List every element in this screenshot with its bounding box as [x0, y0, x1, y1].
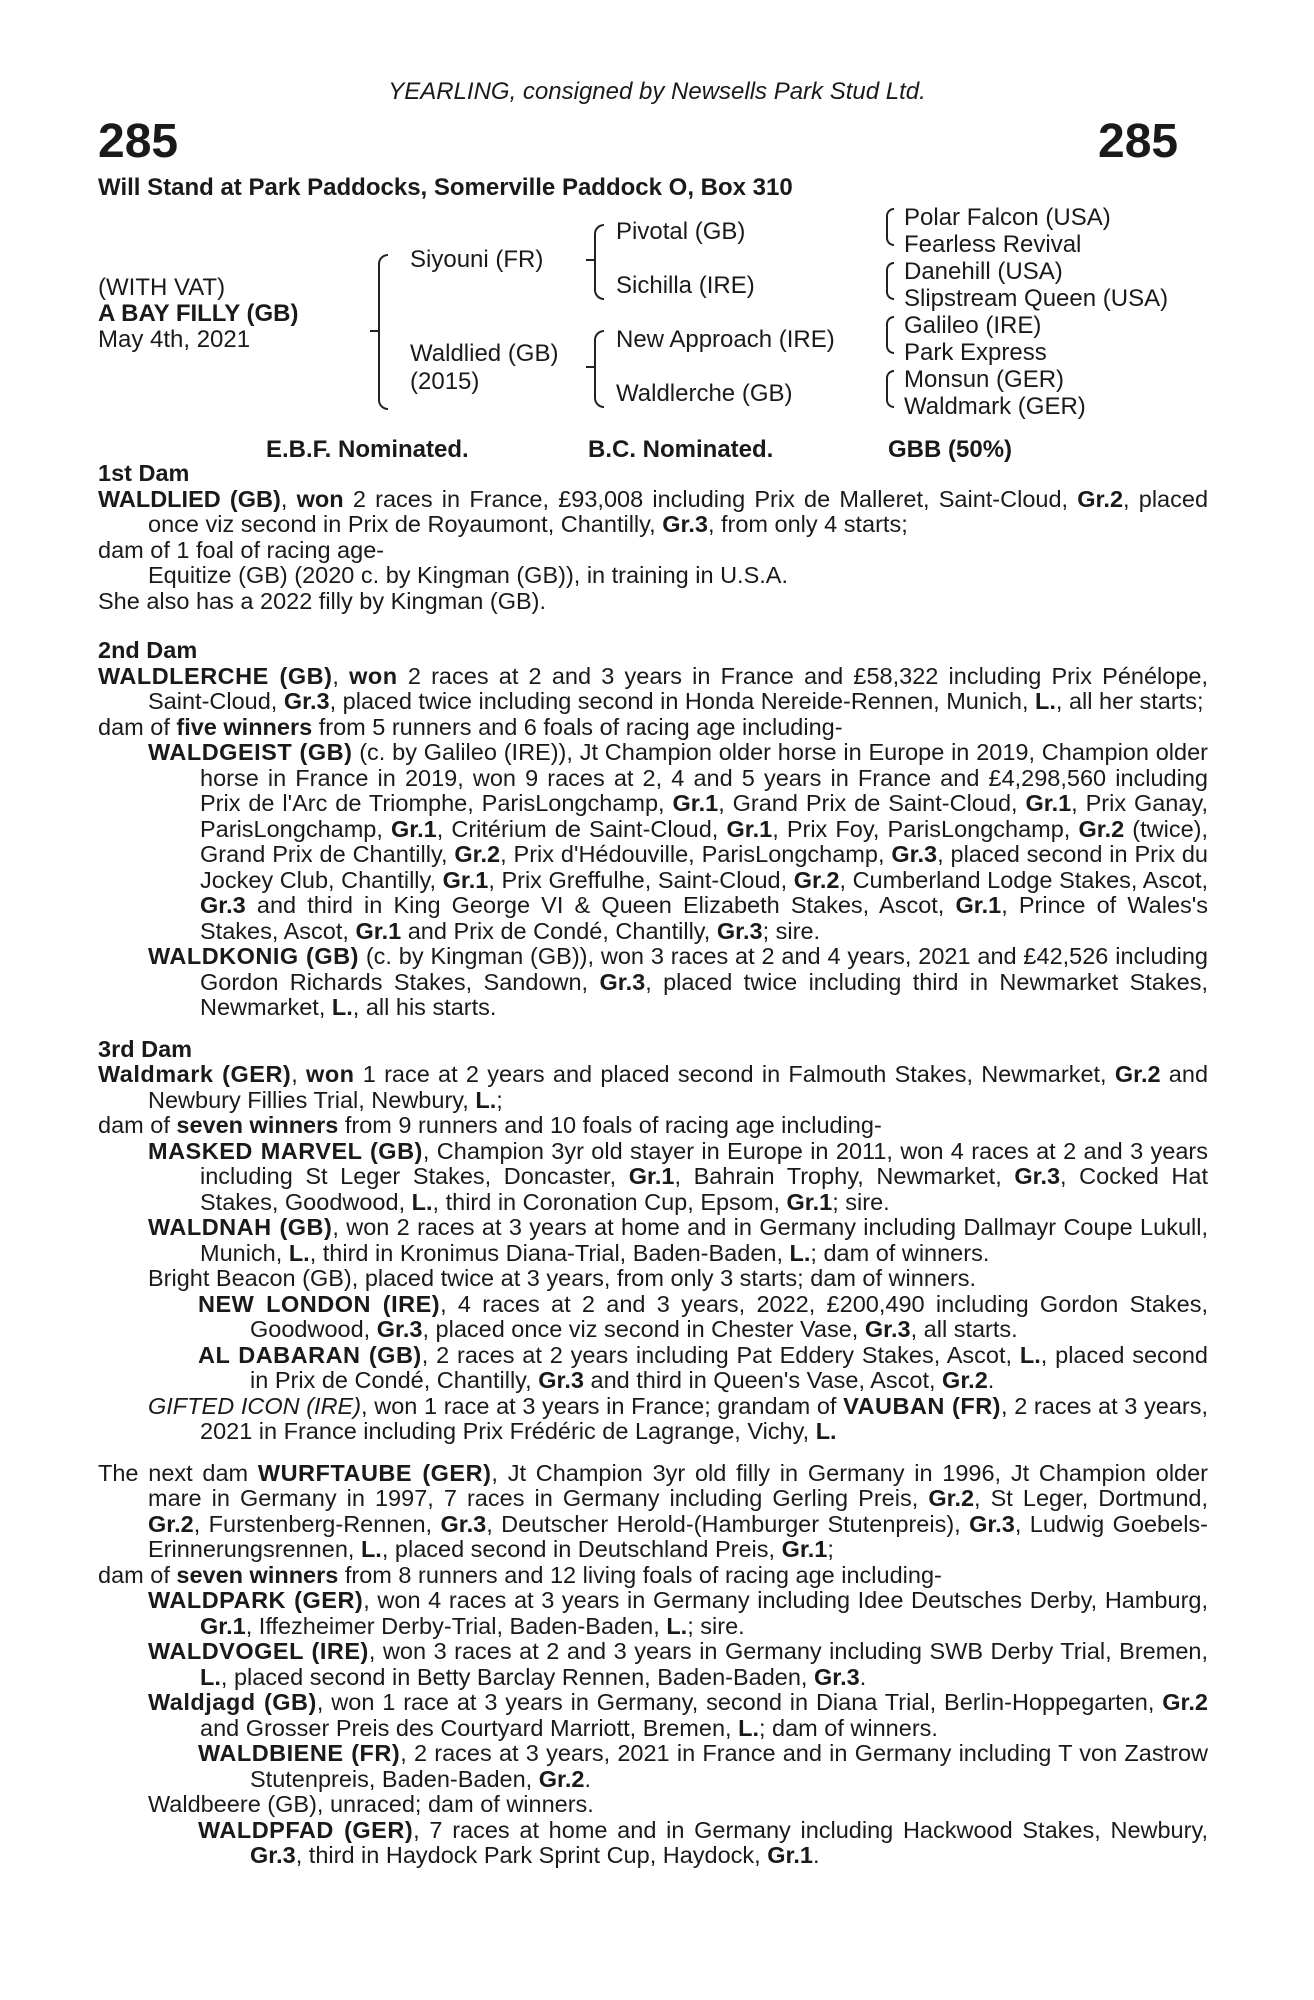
brace-dd: [886, 370, 894, 408]
brace-gen1-tick: [370, 330, 378, 332]
foaling-date: May 4th, 2021: [98, 326, 251, 353]
consignor-line: YEARLING, consigned by Newsells Park Stud Ltd.: [388, 78, 926, 105]
dam1-heading: 1st Dam: [98, 460, 190, 486]
next-dam-progeny-waldjagd: Waldjagd (GB), won 1 race at 3 years in Germany, second in Diana Trial, Berlin-Hoppegarten, Gr.2 and Grosser Preis des Courtyard Marriott, Bremen, L.; dam of winners.: [148, 1689, 1208, 1741]
dam-dam: Waldlerche (GB): [616, 380, 793, 407]
next-dam-progeny-waldvogel: WALDVOGEL (IRE), won 3 races at 2 and 3 years in Germany including SWB Derby Trial, Bremen, L., placed second in Betty Barclay Rennen, Baden-Baden, Gr.3.: [148, 1638, 1208, 1690]
next-dam-grandprogeny-waldbiene: WALDBIENE (FR), 2 races at 3 years, 2021 in France and in Germany including T von Zastrow Stutenpreis, Baden-Baden, Gr.2.: [198, 1740, 1208, 1792]
next-dam-record: The next dam WURFTAUBE (GER), Jt Champion 3yr old filly in Germany in 1996, Jt Champion older mare in Germany in 1997, 7 races in Germany including Gerling Preis, Gr.2, St Leger, Dortmund, Gr.2, Furstenberg-Rennen, Gr.3, Deutscher Herold-(Hamburger Stutenpreis), Gr.3, Ludwig Goebels-Erinnerungsrennen, L., placed second in Deutschland Preis, Gr.1;: [98, 1459, 1208, 1562]
brace-ds: [886, 316, 894, 354]
dam3-grandprogeny-gifted-icon: GIFTED ICON (IRE), won 1 race at 3 years in France; grandam of VAUBAN (FR), 2 races at 3 years, 2021 in France including Prix Frédéric de Lagrange, Vichy, L.: [148, 1392, 1209, 1444]
dam: Waldlied (GB): [410, 340, 559, 367]
next-dam-damof: dam of seven winners from 8 runners and 12 living foals of racing age including-: [98, 1561, 942, 1588]
dam2-progeny-waldgeist: WALDGEIST (GB) (c. by Galileo (IRE)), Jt Champion older horse in Europe in 2019, Champion older horse in France in 2019, won 9 races at 2, 4 and 5 years in France and £4,298,560 including Prix de l'Arc de Triomphe, ParisLongchamp, Gr.1, Grand Prix de Saint-Cloud, Gr.1, Prix Ganay, ParisLongchamp, Gr.1, Critérium de Saint-Cloud, Gr.1, Prix Foy, ParisLongchamp, Gr.2 (twice), Grand Prix de Chantilly, Gr.2, Prix d'Hédouville, ParisLongchamp, Gr.3, placed second in Prix du Jockey Club, Chantilly, Gr.1, Prix Greffulhe, Saint-Cloud, Gr.2, Cumberland Lodge Stakes, Ascot, Gr.3 and third in King George VI & Queen Elizabeth Stakes, Ascot, Gr.1, Prince of Wales's Stakes, Ascot, Gr.1 and Prix de Condé, Chantilly, Gr.3; sire.: [148, 739, 1209, 944]
dam3-damof: dam of seven winners from 9 runners and 10 foals of racing age including-: [98, 1112, 882, 1138]
vat-note: (WITH VAT): [98, 274, 226, 301]
catalogue-body: [98, 461, 1208, 1869]
next-dam-progeny-waldpark: WALDPARK (GER), won 4 races at 3 years in Germany including Idee Deutsches Derby, Hamburg, Gr.1, Iffezheimer Derby-Trial, Baden-Baden, L.; sire.: [148, 1587, 1208, 1639]
gbb-note: GBB (50%): [888, 436, 1013, 463]
sire-dam: Sichilla (IRE): [616, 272, 755, 299]
brace-sd: [886, 262, 894, 300]
dam3-progeny-bright-beacon: Bright Beacon (GB), placed twice at 3 years, from only 3 starts; dam of winners.: [148, 1265, 977, 1291]
lot-number-right: 285: [1098, 115, 1179, 168]
ds-dam: Park Express: [904, 339, 1047, 366]
dam-sire: New Approach (IRE): [616, 326, 835, 353]
dam1-record: WALDLIED (GB), won 2 races in France, £93,008 including Prix de Malleret, Saint-Cloud, Gr.2, placed once viz second in Prix de Royaumont, Chantilly, Gr.3, from only 4 starts;: [98, 485, 1209, 537]
sire: Siyouni (FR): [410, 246, 544, 273]
dam3-name: Waldmark (GER): [98, 1061, 292, 1087]
dam1-name: WALDLIED (GB): [98, 485, 281, 512]
ds-sire: Galileo (IRE): [904, 312, 1042, 339]
dam1-foal: Equitize (GB) (2020 c. by Kingman (GB)), in training in U.S.A.: [148, 562, 788, 588]
dd-dam: Waldmark (GER): [904, 393, 1086, 420]
brace-ss: [886, 208, 894, 246]
dam2-progeny-waldkonig: WALDKONIG (GB) (c. by Kingman (GB)), won 3 races at 2 and 4 years, 2021 and £42,526 including Gordon Richards Stakes, Sandown, Gr.3, placed twice including third in Newmarket Stakes, Newmarket, L., all his starts.: [148, 943, 1208, 1020]
horse-name: A BAY FILLY (GB): [98, 300, 299, 327]
brace-dam: [594, 330, 604, 408]
dam3-progeny-masked-marvel: MASKED MARVEL (GB), Champion 3yr old stayer in Europe in 2011, won 4 races at 2 and 3 years including St Leger Stakes, Doncaster, Gr.1, Bahrain Trophy, Newmarket, Gr.3, Cocked Hat Stakes, Goodwood, L., third in Coronation Cup, Epsom, Gr.1; sire.: [148, 1137, 1209, 1215]
dam2-record: WALDLERCHE (GB), won 2 races at 2 and 3 years in France and £58,322 including Prix Pénélope, Saint-Cloud, Gr.3, placed twice including second in Honda Nereide-Rennen, Munich, L., all her starts;: [98, 662, 1209, 714]
dam3-grandprogeny-new-london: NEW LONDON (IRE), 4 races at 2 and 3 years, 2022, £200,490 including Gordon Stakes, Goodwood, Gr.3, placed once viz second in Chester Vase, Gr.3, all starts.: [198, 1290, 1208, 1342]
ss-dam: Fearless Revival: [904, 231, 1082, 258]
dam3-progeny-waldnah: WALDNAH (GB), won 2 races at 3 years at home and in Germany including Dallmayr Coupe Lukull, Munich, L., third in Kronimus Diana-Trial, Baden-Baden, L.; dam of winners.: [148, 1214, 1208, 1266]
dam3-grandprogeny-al-dabaran: AL DABARAN (GB), 2 races at 2 years including Pat Eddery Stakes, Ascot, L., placed second in Prix de Condé, Chantilly, Gr.3 and third in Queen's Vase, Ascot, Gr.2.: [198, 1341, 1208, 1393]
brace-sire-tick: [586, 259, 594, 261]
sd-sire: Danehill (USA): [904, 258, 1063, 285]
next-dam-grandprogeny-waldpfad: WALDPFAD (GER), 7 races at home and in Germany including Hackwood Stakes, Newbury, Gr.3, third in Haydock Park Sprint Cup, Haydock, Gr.1.: [198, 1816, 1208, 1868]
next-dam-progeny-waldbeere: Waldbeere (GB), unraced; dam of winners.: [148, 1791, 594, 1817]
dam-year: (2015): [410, 368, 480, 395]
brace-gen1: [378, 254, 388, 410]
dam3-record: Waldmark (GER), won 1 race at 2 years and placed second in Falmouth Stakes, Newmarket, Gr.2 and Newbury Fillies Trial, Newbury, L.;: [98, 1061, 1209, 1113]
bc-nomination: B.C. Nominated.: [588, 436, 774, 463]
sd-dam: Slipstream Queen (USA): [904, 285, 1169, 312]
brace-sire: [594, 224, 604, 300]
ebf-nomination: E.B.F. Nominated.: [266, 436, 469, 463]
dd-sire: Monsun (GER): [904, 366, 1065, 393]
lot-number-left: 285: [98, 115, 179, 168]
dam1-damof: dam of 1 foal of racing age-: [98, 536, 385, 563]
dam2-damof: dam of five winners from 5 runners and 6 foals of racing age including-: [98, 713, 843, 740]
sire-sire: Pivotal (GB): [616, 218, 746, 245]
ss-sire: Polar Falcon (USA): [904, 204, 1111, 231]
dam2-name: WALDLERCHE (GB): [98, 662, 333, 689]
dam3-heading: 3rd Dam: [98, 1035, 193, 1062]
dam2-heading: 2nd Dam: [98, 637, 198, 663]
dam1-also: She also has a 2022 filly by Kingman (GB).: [98, 587, 547, 614]
brace-dam-tick: [586, 366, 594, 368]
stand-location: Will Stand at Park Paddocks, Somerville Paddock O, Box 310: [98, 174, 793, 201]
